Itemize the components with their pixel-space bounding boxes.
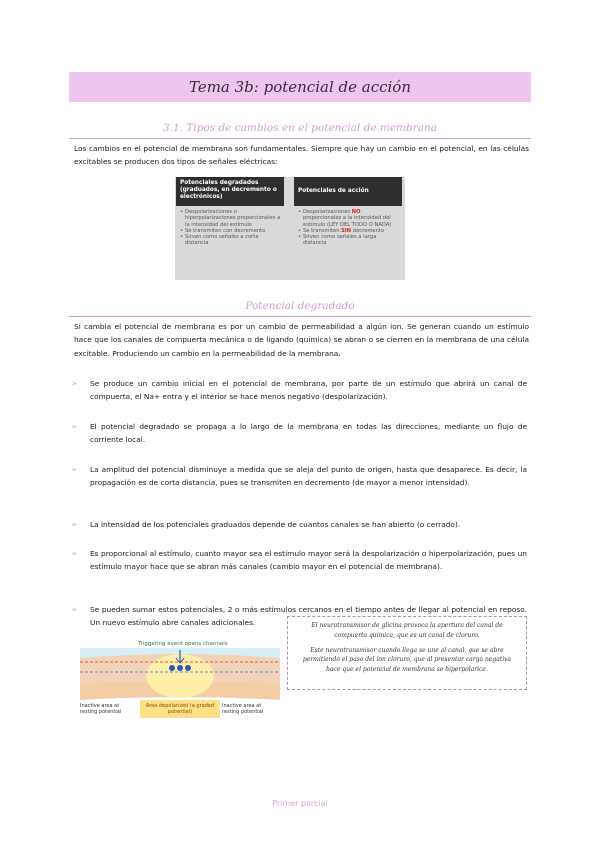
graded-item: • Sirven como señales a corta distancia bbox=[180, 234, 281, 247]
divider bbox=[69, 138, 531, 139]
list-item: ➢ Se pueden sumar estos potenciales, 2 o más estímulos cercanos en el tiempo antes de llegar al potencial en reposo. Un nuevo estímulo abre canales adicionales. bbox=[71, 605, 527, 628]
list-item: ➢ El potencial degradado se propaga a lo largo de la membrana en todas las direcciones, mediante un flujo de corriente local. bbox=[71, 422, 527, 445]
action-item: • Despolarizaciones NO proporcionales a la intensidad del estímulo (LEY DEL TODO O NADA) bbox=[298, 209, 399, 228]
figure-label-mid: Area depolarized (a graded potential) bbox=[145, 703, 215, 715]
section-heading-1: 3.1. Tipos de cambios en el potencial de membrana bbox=[162, 122, 438, 134]
action-item: • Sirven como señales a larga distancia bbox=[298, 234, 399, 247]
page-title: Tema 3b: potencial de acción bbox=[188, 78, 411, 96]
arrow-bullet-icon: ➢ bbox=[71, 605, 78, 614]
figure-label-left: Inactive area at resting potential bbox=[80, 703, 122, 715]
arrow-bullet-icon: ➢ bbox=[71, 465, 78, 474]
list-item: ➢ Es proporcional al estímulo, cuanto mayor sea el estímulo mayor será la despolarización o hiperpolarización, pues un estímulo mayor hace que se abran más canales (cambio mayor en el potencial de membrana). bbox=[71, 549, 527, 572]
note-paragraph: El neurotransmisor de glicina provoca la apertura del canal de compuerta química, que es un canal de cloruro. bbox=[311, 622, 503, 639]
graded-item: • Se transmiten con decremento bbox=[180, 228, 281, 234]
graded-item: • Despolarizaciones o hiperpolarizaciones proporcionales a la intensidad del estímulo bbox=[180, 209, 281, 228]
action-header: Potenciales de acción bbox=[294, 177, 402, 206]
note-box bbox=[287, 616, 527, 690]
arrow-bullet-icon: ➢ bbox=[71, 520, 78, 529]
list-item: ➢ La intensidad de los potenciales graduados depende de cuantos canales se han abierto (o cerrado). bbox=[90, 518, 527, 531]
arrow-bullet-icon: ➢ bbox=[71, 422, 78, 431]
graded-header: Potenciales degradados (graduados, en decremento o electrónicos) bbox=[176, 177, 284, 206]
action-item: • Se transmiten SIN decremento bbox=[298, 228, 399, 234]
list-item: ➢ La amplitud del potencial disminuye a medida que se aleja del punto de origen, hasta que desaparece. Es decir, la propagación es de corta distancia, pues se transmiten en decremento (de mayor a menor intensidad). bbox=[71, 465, 527, 488]
figure-top-label: Triggering event opens channels bbox=[138, 641, 228, 647]
figure-label-right: Inactive area at resting potential bbox=[222, 703, 264, 715]
section1-intro: Los cambios en el potencial de membrana son fundamentales. Siempre que hay un cambio en el potencial, en las células excitables se producen dos tipos de señales eléctricas: bbox=[74, 144, 529, 167]
title-bar bbox=[69, 72, 531, 102]
list-item: ➢ Se produce un cambio inicial en el potencial de membrana, por parte de un estímulo que abrirá un canal de compuerta, el Na+ entra y el interior se hace menos negativo (despolarización). bbox=[71, 379, 527, 402]
action-potentials-column bbox=[294, 177, 402, 247]
section-heading-2: Potencial degradado bbox=[245, 300, 355, 312]
graded-potential-figure bbox=[80, 638, 280, 723]
graded-potentials-column bbox=[176, 177, 284, 247]
divider bbox=[69, 316, 531, 317]
comparison-table-image bbox=[175, 177, 405, 280]
note-paragraph: Este neurotransmisor cuando llega se une al canal, que se abre permitiendo el paso del ion cloruro, que al presentar carga negativa hace que el potencial de membrana se hiperpolarice. bbox=[302, 646, 512, 674]
arrow-bullet-icon: ➢ bbox=[71, 379, 78, 388]
section2-intro: Si cambia el potencial de membrana es por un cambio de permeabilidad a algún ion. Se generan cuando un estímulo hace que los canales de compuerta mecánica o de ligando (química) se abran o se cierren en la membrana de una célula excitable. Produciendo un cambio en la permeabilidad de la membrana. bbox=[74, 322, 529, 358]
arrow-bullet-icon: ➢ bbox=[71, 549, 78, 558]
footer: Primer parcial bbox=[272, 799, 328, 808]
